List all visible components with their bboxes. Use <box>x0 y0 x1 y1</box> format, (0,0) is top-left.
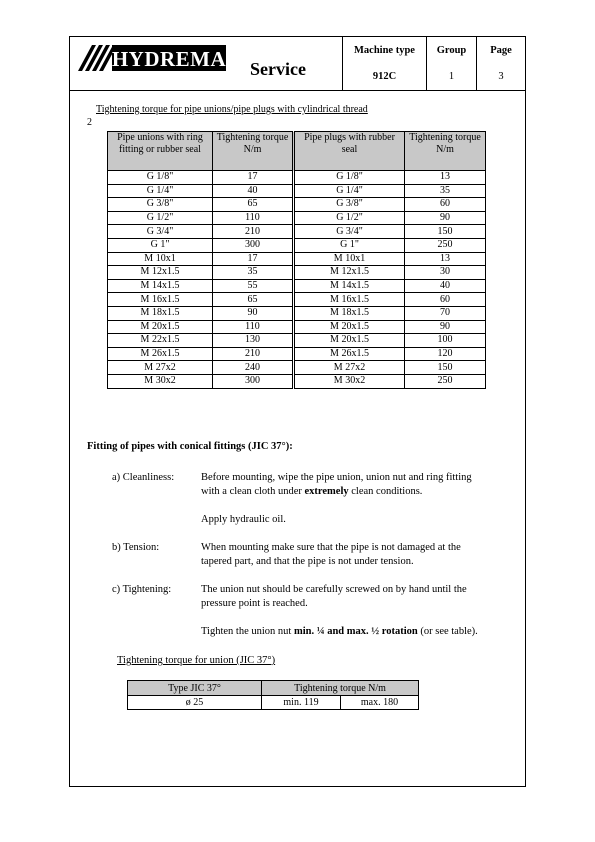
table-cell: M 16x1.5 <box>294 293 405 307</box>
table-cell: 40 <box>213 184 294 198</box>
jic-table <box>127 680 419 710</box>
tightening-line-3: Tighten the union nut min. ¼ and max. ½ rotation (or see table). <box>201 626 478 637</box>
table-cell: G 1/8" <box>294 171 405 185</box>
table-cell: 13 <box>405 171 486 185</box>
table-cell: 100 <box>405 334 486 348</box>
table-cell: 65 <box>213 293 294 307</box>
col-header: Tightening torque N/m <box>213 132 294 171</box>
machine-type-label: Machine type <box>354 45 415 56</box>
table-cell: M 30x2 <box>108 374 213 388</box>
table-cell: 210 <box>213 225 294 239</box>
tension-line-2: tapered part, and that the pipe is not under tension. <box>201 556 414 567</box>
table-cell: 150 <box>405 361 486 375</box>
table-cell: 13 <box>405 252 486 266</box>
table-cell: 40 <box>405 279 486 293</box>
table-cell: M 27x2 <box>294 361 405 375</box>
tightening-line-1: The union nut should be carefully screwed on by hand until the <box>201 584 467 595</box>
col-header: Pipe unions with ring fitting or rubber seal <box>108 132 213 171</box>
table-cell: M 12x1.5 <box>108 266 213 280</box>
table-cell: 110 <box>213 320 294 334</box>
machine-type-cell <box>342 37 426 90</box>
table-cell: 300 <box>213 374 294 388</box>
table-row <box>108 198 486 212</box>
section-number: 2 <box>87 117 92 128</box>
table-cell: G 1" <box>294 238 405 252</box>
table-cell: 35 <box>405 184 486 198</box>
tension-line-1: When mounting make sure that the pipe is not damaged at the <box>201 542 461 553</box>
table-cell: M 30x2 <box>294 374 405 388</box>
jic-min-value: min. 119 <box>262 696 341 710</box>
jic-table-title: Tightening torque for union (JIC 37°) <box>117 655 276 666</box>
table-cell: M 16x1.5 <box>108 293 213 307</box>
col-header: Tightening torque N/m <box>405 132 486 171</box>
table-row <box>108 347 486 361</box>
jic-type-value: ø 25 <box>128 696 262 710</box>
table-cell: 300 <box>213 238 294 252</box>
table-cell: M 20x1.5 <box>294 334 405 348</box>
table-cell: 210 <box>213 347 294 361</box>
tension-label: b) Tension: <box>112 542 160 553</box>
cleanliness-line-3: Apply hydraulic oil. <box>201 514 286 525</box>
table-cell: 17 <box>213 252 294 266</box>
table-cell: G 1/4" <box>108 184 213 198</box>
torque-table-body <box>108 171 486 389</box>
table-cell: 90 <box>213 306 294 320</box>
group-value: 1 <box>448 71 455 82</box>
page-label: Page <box>490 45 512 56</box>
table-cell: 35 <box>213 266 294 280</box>
table-cell: 250 <box>405 374 486 388</box>
jic-max-value: max. 180 <box>341 696 419 710</box>
table-row <box>108 211 486 225</box>
machine-type-value: 912C <box>372 71 397 82</box>
table-cell: 120 <box>405 347 486 361</box>
table-cell: 130 <box>213 334 294 348</box>
table-row <box>108 320 486 334</box>
group-label: Group <box>436 45 467 56</box>
table-row <box>108 334 486 348</box>
table-cell: G 3/8" <box>294 198 405 212</box>
table-row <box>108 184 486 198</box>
table-cell: M 18x1.5 <box>108 306 213 320</box>
table-cell: G 1/2" <box>294 211 405 225</box>
table-cell: M 26x1.5 <box>108 347 213 361</box>
table-cell: G 1/4" <box>294 184 405 198</box>
table-cell: G 1" <box>108 238 213 252</box>
torque-table <box>107 131 486 389</box>
table-cell: 90 <box>405 320 486 334</box>
table-cell: G 3/8" <box>108 198 213 212</box>
table-row <box>108 252 486 266</box>
table-cell: G 1/2" <box>108 211 213 225</box>
hydrema-logo <box>78 43 226 73</box>
table-cell: 60 <box>405 198 486 212</box>
table-row <box>108 361 486 375</box>
group-cell <box>426 37 476 90</box>
table-row <box>108 238 486 252</box>
table-row <box>108 225 486 239</box>
table-row <box>108 171 486 185</box>
col-header: Pipe plugs with rubber seal <box>294 132 405 171</box>
table-cell: G 1/8" <box>108 171 213 185</box>
table-cell: 150 <box>405 225 486 239</box>
jic-torque-header: Tightening torque N/m <box>262 681 419 696</box>
table-cell: G 3/4" <box>294 225 405 239</box>
table-row <box>108 266 486 280</box>
fitting-title: Fitting of pipes with conical fittings (JIC 37°): <box>87 441 293 452</box>
table-row <box>108 279 486 293</box>
table-cell: M 22x1.5 <box>108 334 213 348</box>
table-cell: 250 <box>405 238 486 252</box>
document-title: Service <box>250 59 306 79</box>
table-cell: M 18x1.5 <box>294 306 405 320</box>
page-header <box>69 36 526 91</box>
cleanliness-line-2: with a clean cloth under extremely clean conditions. <box>201 486 423 497</box>
table-cell: M 10x1 <box>108 252 213 266</box>
table-cell: 30 <box>405 266 486 280</box>
table-cell: M 14x1.5 <box>294 279 405 293</box>
table-cell: G 3/4" <box>108 225 213 239</box>
table-cell: 90 <box>405 211 486 225</box>
table-cell: 240 <box>213 361 294 375</box>
cleanliness-line-1: Before mounting, wipe the pipe union, union nut and ring fitting <box>201 472 472 483</box>
brand-text: HYDREMA <box>111 47 226 71</box>
tightening-line-2: pressure point is reached. <box>201 598 308 609</box>
tightening-label: c) Tightening: <box>112 584 172 595</box>
table-row <box>108 306 486 320</box>
table-cell: 70 <box>405 306 486 320</box>
cleanliness-label: a) Cleanliness: <box>112 472 175 483</box>
table-cell: 65 <box>213 198 294 212</box>
page-cell <box>476 37 525 90</box>
table-cell: M 26x1.5 <box>294 347 405 361</box>
table-cell: M 12x1.5 <box>294 266 405 280</box>
table-cell: 55 <box>213 279 294 293</box>
table-cell: M 20x1.5 <box>108 320 213 334</box>
table-cell: 17 <box>213 171 294 185</box>
table-row <box>108 293 486 307</box>
table-cell: 110 <box>213 211 294 225</box>
table-cell: M 10x1 <box>294 252 405 266</box>
section-title: Tightening torque for pipe unions/pipe plugs with cylindrical thread <box>96 104 368 115</box>
table-cell: M 27x2 <box>108 361 213 375</box>
page-value: 3 <box>498 71 504 82</box>
table-row <box>108 374 486 388</box>
table-cell: M 20x1.5 <box>294 320 405 334</box>
table-cell: M 14x1.5 <box>108 279 213 293</box>
jic-type-header: Type JIC 37° <box>128 681 262 696</box>
table-cell: 60 <box>405 293 486 307</box>
